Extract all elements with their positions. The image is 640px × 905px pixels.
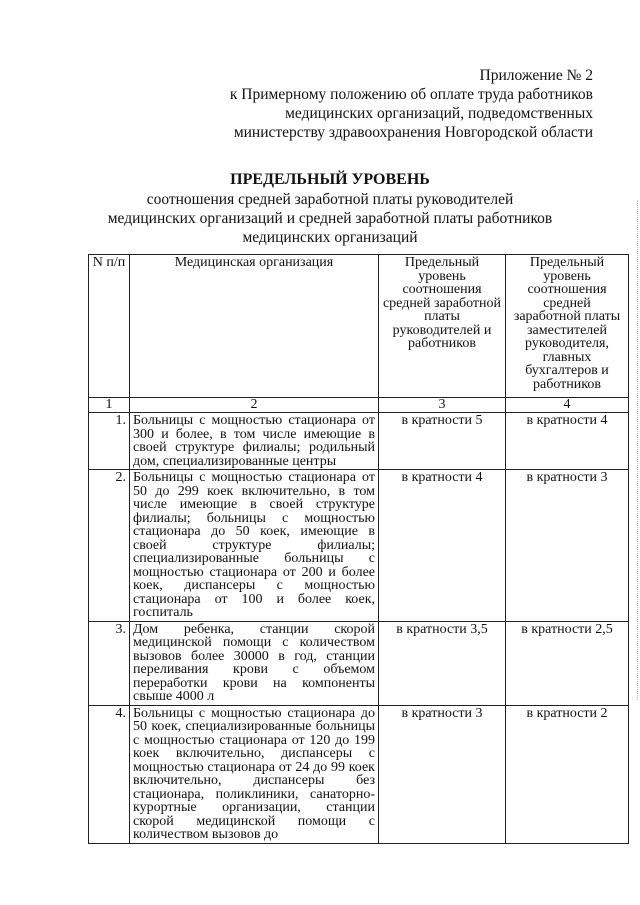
ratio-table	[88, 254, 629, 844]
ratio-head-value: в кратности 5	[379, 413, 506, 470]
document-subtitle-line3: медицинских организаций	[242, 229, 418, 246]
header-ratio-deputy: Предельный уровень соотношения средней заработной платы заместителей руководителя, главных бухгалтеров и работников	[506, 255, 629, 398]
table-row	[89, 705, 629, 843]
ratio-deputy-value: в кратности 2	[506, 705, 629, 843]
ratio-head-value: в кратности 3	[379, 705, 506, 843]
table-row	[89, 470, 629, 622]
appendix-number: Приложение № 2	[479, 67, 593, 84]
document-subtitle-line1: соотношения средней заработной платы руководителей	[146, 191, 514, 208]
ratio-deputy-value: в кратности 4	[506, 413, 629, 470]
appendix-ref-line2: медицинских организаций, подведомственных	[285, 105, 593, 122]
scan-edge-divider	[636, 200, 638, 700]
table-row	[89, 413, 629, 470]
table-header-row	[89, 255, 629, 398]
ratio-deputy-value: в кратности 3	[506, 470, 629, 622]
organization-type: Больницы с мощностью стационара до 50 коек, специализированные больницы с мощностью стационара от 120 до 199 коек включительно, диспансеры с мощностью стационара от 24 до 99 коек включительно, диспансеры без стационара, поликлиники, санаторно-курортные организации, станции скорой медицинской помощи с количеством вызовов до	[130, 705, 379, 843]
organization-type: Больницы с мощностью стационара от 50 до 299 коек включительно, в том числе имеющие в своей структуре филиалы; больницы с мощностью стационара до 50 коек, имеющие в своей структуре филиалы; специализированные больницы с мощностью стационара от 200 и более коек, диспансеры с мощностью стационара от 100 и более коек, госпиталь	[130, 470, 379, 622]
document-heading	[0, 170, 640, 247]
document-title: ПРЕДЕЛЬНЫЙ УРОВЕНЬ	[230, 171, 430, 188]
appendix-header	[230, 66, 593, 142]
row-number: 2.	[89, 470, 130, 622]
column-number: 4	[506, 398, 629, 413]
header-organization: Медицинская организация	[130, 255, 379, 398]
column-number: 2	[130, 398, 379, 413]
table-row	[89, 621, 629, 705]
row-number: 3.	[89, 621, 130, 705]
ratio-head-value: в кратности 4	[379, 470, 506, 622]
ratio-head-value: в кратности 3,5	[379, 621, 506, 705]
row-number: 1.	[89, 413, 130, 470]
column-number: 1	[89, 398, 130, 413]
ratio-deputy-value: в кратности 2,5	[506, 621, 629, 705]
row-number: 4.	[89, 705, 130, 843]
organization-type: Дом ребенка, станции скорой медицинской помощи с количеством вызовов более 30000 в год, станции переливания крови с объемом переработки крови на компоненты свыше 4000 л	[130, 621, 379, 705]
appendix-ref-line1: к Примерному положению об оплате труда работников	[229, 86, 593, 103]
document-subtitle-line2: медицинских организаций и средней заработной платы работников	[107, 210, 553, 227]
organization-type: Больницы с мощностью стационара от 300 и более, в том числе имеющие в своей структуре филиалы; родильный дом, специализированные центры	[130, 413, 379, 470]
appendix-ref-line3: министерству здравоохранения Новгородской области	[233, 124, 593, 141]
column-number-row	[89, 398, 629, 413]
column-number: 3	[379, 398, 506, 413]
header-number: N п/п	[89, 255, 130, 398]
header-ratio-head: Предельный уровень соотношения средней заработной платы руководителей и работников	[379, 255, 506, 398]
